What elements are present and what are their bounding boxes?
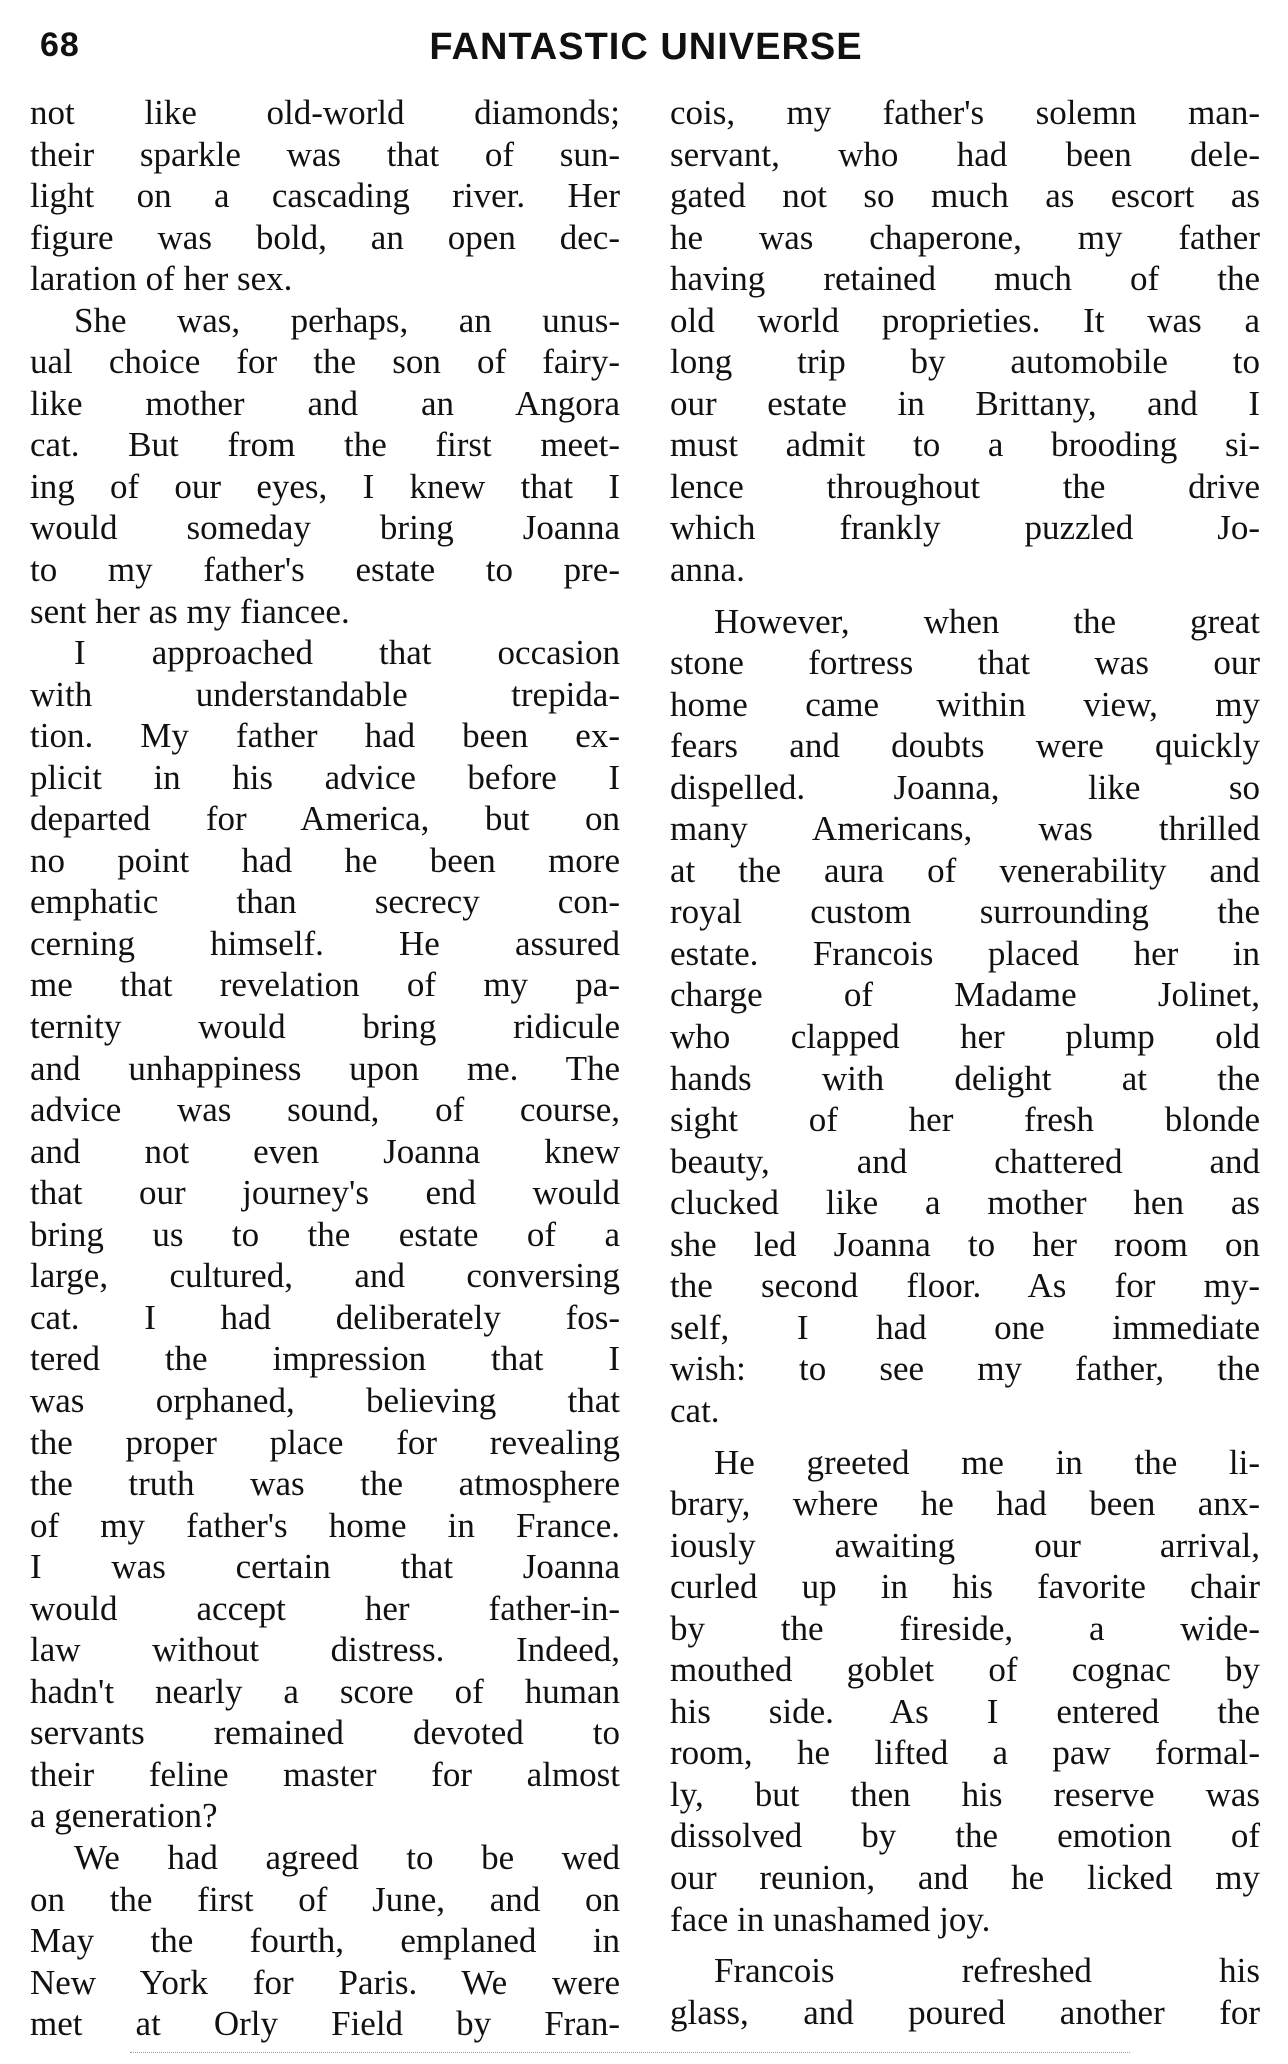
text-line: figure was bold, an open dec- — [30, 217, 620, 257]
text-line: the proper place for revealing — [30, 1422, 620, 1462]
text-line: cerning himself. He assured — [30, 923, 620, 963]
text-line: New York for Paris. We were — [30, 1962, 620, 2002]
text-line: their feline master for almost — [30, 1754, 620, 1794]
text-line: the truth was the atmosphere — [30, 1464, 620, 1504]
text-line: emphatic than secrecy con- — [30, 882, 620, 922]
text-line: long trip by automobile to — [670, 342, 1260, 382]
text-line: estate. Francois placed her in — [670, 933, 1260, 973]
text-line: I was certain that Joanna — [30, 1547, 620, 1587]
text-line: departed for America, but on — [30, 799, 620, 839]
text-line: his side. As I entered the — [670, 1691, 1260, 1731]
text-line: curled up in his favorite chair — [670, 1567, 1260, 1607]
text-line: not like old-world diamonds; — [30, 93, 620, 132]
text-line: would accept her father-in- — [30, 1588, 620, 1628]
text-line: clucked like a mother hen as — [670, 1183, 1260, 1223]
text-line: brary, where he had been anx- — [670, 1484, 1260, 1524]
text-line: May the fourth, emplaned in — [30, 1921, 620, 1961]
text-line: large, cultured, and conversing — [30, 1256, 620, 1296]
text-line: dispelled. Joanna, like so — [670, 767, 1260, 807]
text-line: Francois refreshed his — [714, 1951, 1260, 1991]
text-line: wish: to see my father, the — [670, 1349, 1260, 1389]
text-line: ing of our eyes, I knew that I — [30, 466, 620, 506]
text-line: with understandable trepida- — [30, 674, 620, 714]
text-line: like mother and an Angora — [30, 383, 620, 423]
text-line: glass, and poured another for — [670, 1992, 1260, 2032]
text-line: She was, perhaps, an unus- — [74, 300, 620, 340]
text-line: at the aura of venerability and — [670, 850, 1260, 890]
text-line: servants remained devoted to — [30, 1713, 620, 1753]
text-line: many Americans, was thrilled — [670, 809, 1260, 849]
text-line: room, he lifted a paw formal- — [670, 1733, 1260, 1773]
page-number: 68 — [40, 26, 80, 64]
text-line: We had agreed to be wed — [74, 1837, 620, 1877]
text-line: hands with delight at the — [670, 1058, 1260, 1098]
text-line: me that revelation of my pa- — [30, 965, 620, 1005]
text-line: laration of her sex. — [30, 259, 293, 299]
text-line: royal custom surrounding the — [670, 892, 1260, 932]
text-line: cat. — [670, 1390, 720, 1430]
text-line: of my father's home in France. — [30, 1505, 620, 1545]
text-line: home came within view, my — [670, 684, 1260, 724]
text-line: and not even Joanna knew — [30, 1131, 620, 1171]
right-text-column — [670, 92, 1260, 2033]
text-line: dissolved by the emotion of — [670, 1816, 1260, 1856]
text-line: light on a cascading river. Her — [30, 176, 620, 216]
text-line: ual choice for the son of fairy- — [30, 342, 620, 382]
text-line: tered the impression that I — [30, 1339, 620, 1379]
left-text-column — [30, 92, 620, 2045]
text-line: charge of Madame Jolinet, — [670, 975, 1260, 1015]
text-line: servant, who had been dele- — [670, 134, 1260, 174]
text-line: was orphaned, believing that — [30, 1380, 620, 1420]
text-line: old world proprieties. It was a — [670, 300, 1260, 340]
text-line: anna. — [670, 550, 745, 590]
text-line: cat. I had deliberately fos- — [30, 1297, 620, 1337]
text-line: a generation? — [30, 1796, 218, 1836]
text-line: beauty, and chattered and — [670, 1141, 1260, 1181]
text-line: ly, but then his reserve was — [670, 1774, 1260, 1814]
text-line: the second floor. As for my- — [670, 1266, 1260, 1306]
text-line: plicit in his advice before I — [30, 757, 620, 797]
text-line: He greeted me in the li- — [714, 1442, 1260, 1482]
text-line: that our journey's end would — [30, 1173, 620, 1213]
text-line: to my father's estate to pre- — [30, 550, 620, 590]
text-line: stone fortress that was our — [670, 643, 1260, 683]
text-line: met at Orly Field by Fran- — [30, 2004, 620, 2044]
text-line: on the first of June, and on — [30, 1879, 620, 1919]
text-line: ternity would bring ridicule — [30, 1007, 620, 1047]
text-line: hadn't nearly a score of human — [30, 1671, 620, 1711]
bottom-rule — [130, 2052, 1130, 2054]
text-line: having retained much of the — [670, 259, 1260, 299]
text-line: he was chaperone, my father — [670, 217, 1260, 257]
magazine-title: FANTASTIC UNIVERSE — [429, 26, 863, 68]
text-line: face in unashamed joy. — [670, 1899, 991, 1939]
paragraph-gap — [670, 591, 1260, 601]
text-line: sight of her fresh blonde — [670, 1100, 1260, 1140]
text-line: would someday bring Joanna — [30, 508, 620, 548]
text-line: sent her as my fiancee. — [30, 591, 350, 631]
text-line: self, I had one immediate — [670, 1307, 1260, 1347]
text-line: which frankly puzzled Jo- — [670, 508, 1260, 548]
text-line: I approached that occasion — [74, 633, 620, 673]
text-line: our estate in Brittany, and I — [670, 383, 1260, 423]
text-line: cois, my father's solemn man- — [670, 93, 1260, 132]
text-line: However, when the great — [714, 601, 1260, 641]
text-line: bring us to the estate of a — [30, 1214, 620, 1254]
text-line: must admit to a brooding si- — [670, 425, 1260, 465]
text-line: advice was sound, of course, — [30, 1090, 620, 1130]
running-head — [30, 26, 1262, 76]
text-line: by the fireside, a wide- — [670, 1608, 1260, 1648]
text-line: she led Joanna to her room on — [670, 1224, 1260, 1264]
paragraph-gap — [670, 1940, 1260, 1950]
text-line: iously awaiting our arrival, — [670, 1525, 1260, 1565]
text-line: cat. But from the first meet- — [30, 425, 620, 465]
text-line: lence throughout the drive — [670, 466, 1260, 506]
text-line: our reunion, and he licked my — [670, 1857, 1260, 1897]
paragraph-gap — [670, 1432, 1260, 1442]
text-line: mouthed goblet of cognac by — [670, 1650, 1260, 1690]
text-line: fears and doubts were quickly — [670, 726, 1260, 766]
text-line: law without distress. Indeed, — [30, 1630, 620, 1670]
text-line: and unhappiness upon me. The — [30, 1048, 620, 1088]
text-line: their sparkle was that of sun- — [30, 134, 620, 174]
text-line: gated not so much as escort as — [670, 176, 1260, 216]
text-line: tion. My father had been ex- — [30, 716, 620, 756]
text-line: who clapped her plump old — [670, 1017, 1260, 1057]
text-line: no point had he been more — [30, 840, 620, 880]
